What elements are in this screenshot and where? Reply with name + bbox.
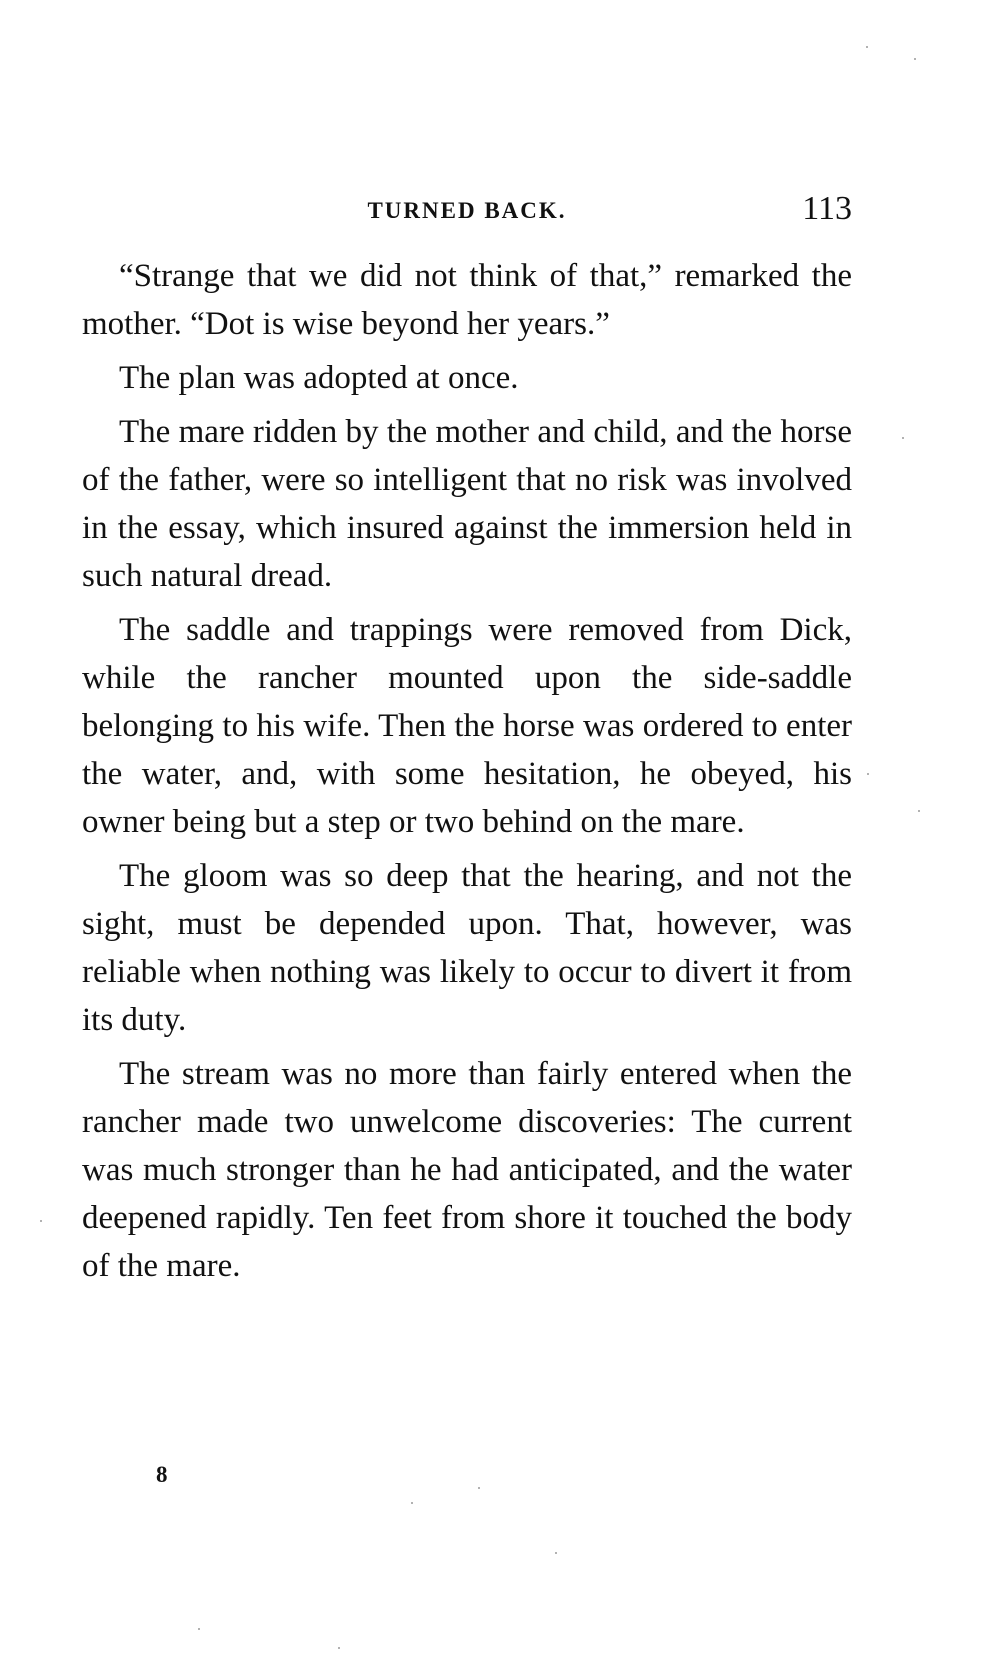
paper-speck: [40, 1220, 42, 1222]
paragraph-2: The plan was adopted at once.: [119, 360, 519, 396]
paper-speck: [866, 46, 868, 48]
body-text: [82, 252, 852, 1296]
paper-speck: [918, 810, 920, 812]
running-title: TURNED BACK.: [367, 198, 567, 223]
running-header: [82, 190, 852, 232]
paragraph-5: The gloom was so deep that the hearing, and not the sight, must be depended upon. That, however, was reliable when nothing was likely to occur to divert it from its duty.: [82, 858, 852, 1038]
paper-speck: [338, 1647, 340, 1649]
page-number: 113: [802, 190, 852, 227]
paper-speck: [914, 58, 916, 60]
paper-speck: [867, 773, 869, 775]
paper-speck: [198, 1628, 200, 1630]
paper-speck: [555, 1552, 557, 1554]
paper-speck: [478, 1487, 480, 1489]
paragraph-4: The saddle and trappings were removed from Dick, while the rancher mounted upon the side-saddle belonging to his wife. Then the horse was ordered to enter the water, and, with some hesitation, he obeyed, his owner being but a step or two behind on the mare.: [82, 612, 852, 840]
paragraph-1: “Strange that we did not think of that,” remarked the mother. “Dot is wise beyond her years.”: [82, 258, 852, 342]
signature-mark: 8: [156, 1462, 168, 1487]
paper-speck: [902, 437, 904, 439]
paper-speck: [411, 1502, 413, 1504]
paragraph-3: The mare ridden by the mother and child, and the horse of the father, were so intelligent that no risk was involved in the essay, which insured against the immersion held in such natural dread.: [82, 414, 852, 594]
paragraph-6: The stream was no more than fairly entered when the rancher made two unwelcome discoveries: The current was much stronger than he had anticipated, and the water deepened rapidly. Ten feet from shore it touched the body of the mare.: [82, 1056, 852, 1284]
